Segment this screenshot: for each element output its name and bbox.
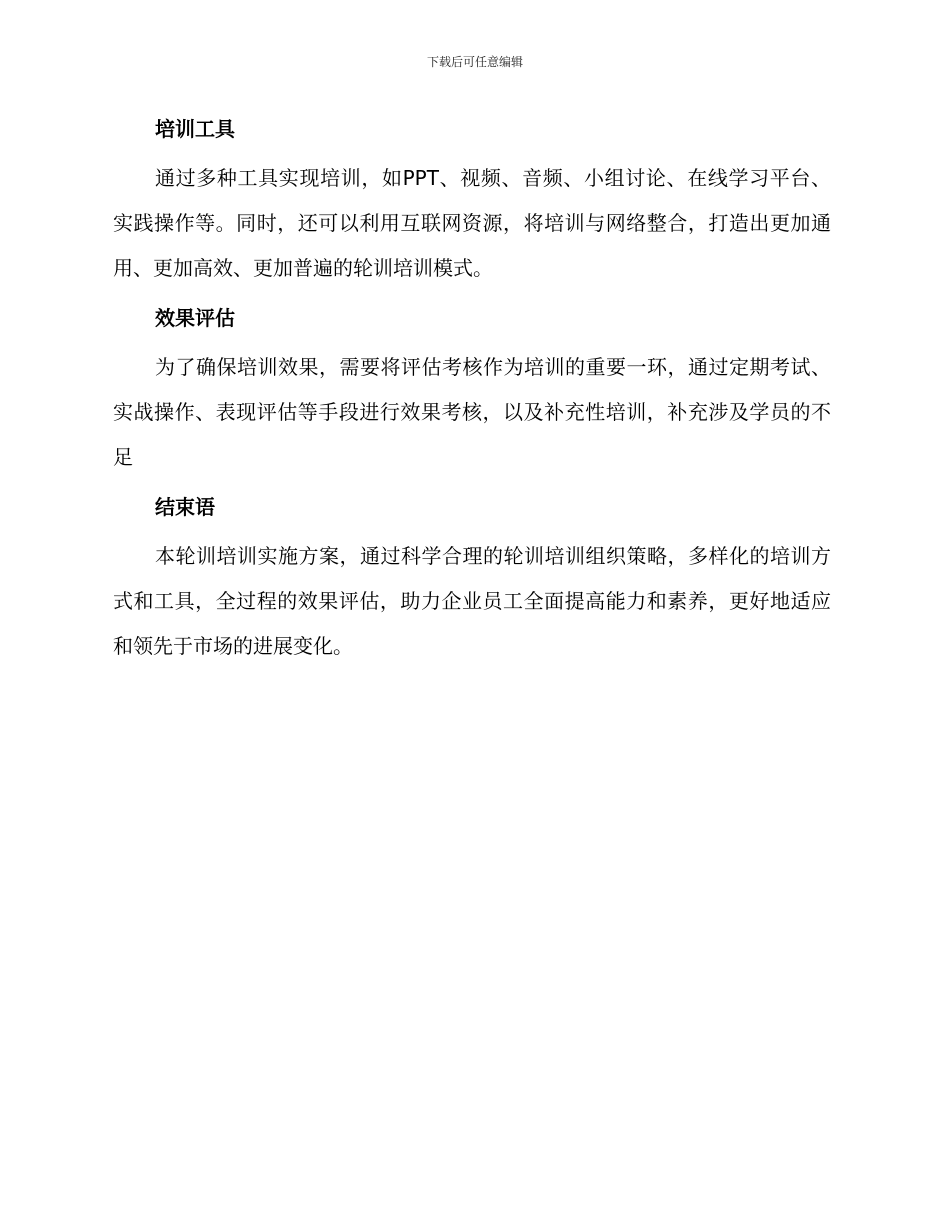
section-conclusion [113, 490, 831, 669]
section-heading: 效果评估 [155, 306, 235, 330]
section-training-tools [113, 112, 831, 291]
document-body [113, 112, 831, 679]
section-heading: 培训工具 [155, 117, 235, 141]
section-effect-evaluation [113, 301, 831, 480]
section-paragraph: 本轮训培训实施方案，通过科学合理的轮训培训组织策略，多样化的培训方式和工具，全过程的效果评估，助力企业员工全面提高能力和素养，更好地适应和领先于市场的进展变化。 [113, 544, 831, 658]
section-paragraph: 通过多种工具实现培训，如PPT、视频、音频、小组讨论、在线学习平台、实践操作等。同时，还可以利用互联网资源，将培训与网络整合，打造出更加通用、更加高效、更加普遍的轮训培训模式。 [113, 166, 831, 280]
section-heading: 结束语 [155, 495, 215, 519]
page-header-note: 下载后可任意编辑 [426, 55, 523, 69]
section-paragraph: 为了确保培训效果，需要将评估考核作为培训的重要一环，通过定期考试、实战操作、表现评估等手段进行效果考核，以及补充性培训，补充涉及学员的不足 [113, 355, 831, 469]
